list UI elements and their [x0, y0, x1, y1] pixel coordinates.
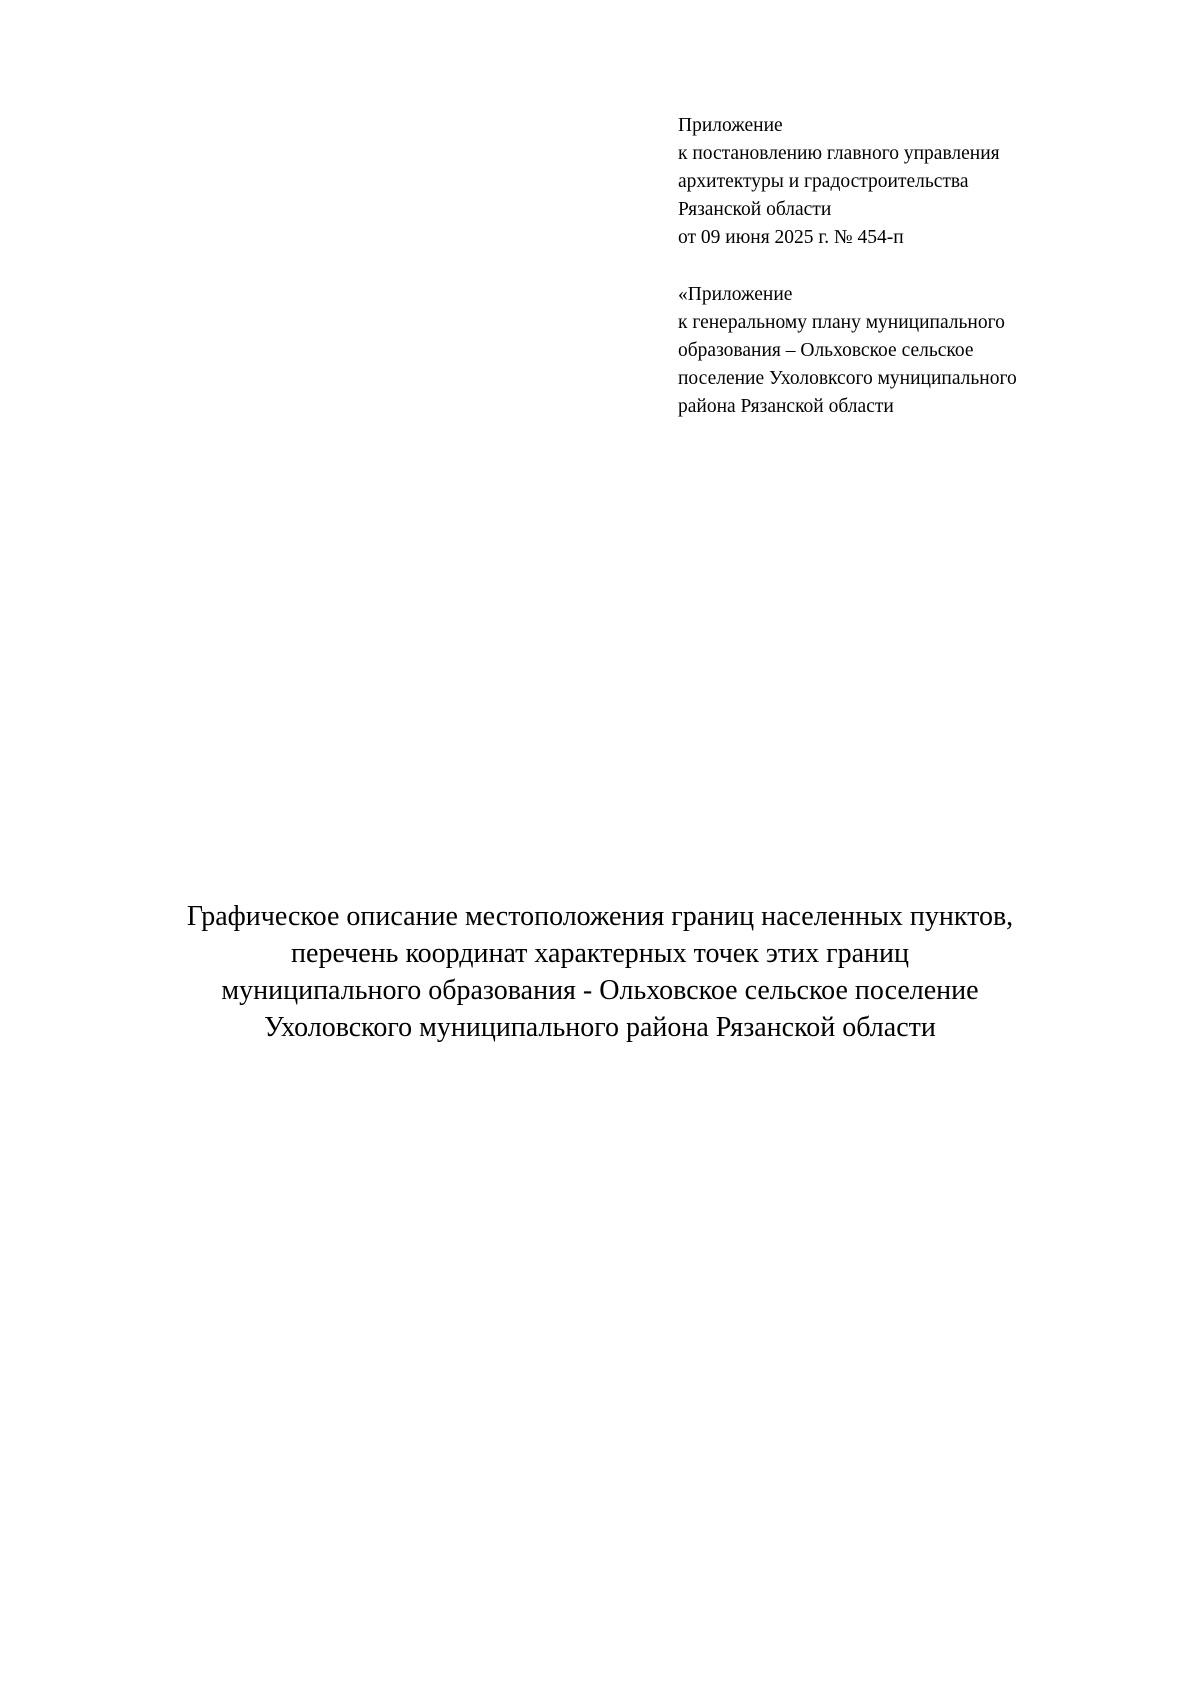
- approval-line: Рязанской области: [678, 199, 832, 220]
- appendix-header: [678, 281, 1138, 421]
- approval-header: [678, 112, 1138, 252]
- document-title: [100, 898, 1100, 1046]
- title-line: перечень координат характерных точек этих границ: [291, 938, 909, 969]
- appendix-line: поселение Ухоловксого муниципального: [678, 368, 1017, 389]
- appendix-line: образования – Ольховское сельское: [678, 340, 974, 361]
- approval-line: архитектуры и градостроительства: [678, 171, 969, 192]
- appendix-line: района Рязанской области: [678, 396, 894, 417]
- title-line: муниципального образования - Ольховское сельское поселение: [221, 975, 979, 1006]
- appendix-line: «Приложение: [678, 284, 793, 305]
- approval-line: от 09 июня 2025 г. № 454-п: [678, 227, 904, 248]
- title-line: Ухоловского муниципального района Рязанской области: [264, 1012, 936, 1043]
- approval-line: Приложение: [678, 115, 783, 136]
- title-line: Графическое описание местоположения границ населенных пунктов,: [186, 901, 1014, 932]
- appendix-line: к генеральному плану муниципального: [678, 312, 1005, 333]
- approval-line: к постановлению главного управления: [678, 143, 1000, 164]
